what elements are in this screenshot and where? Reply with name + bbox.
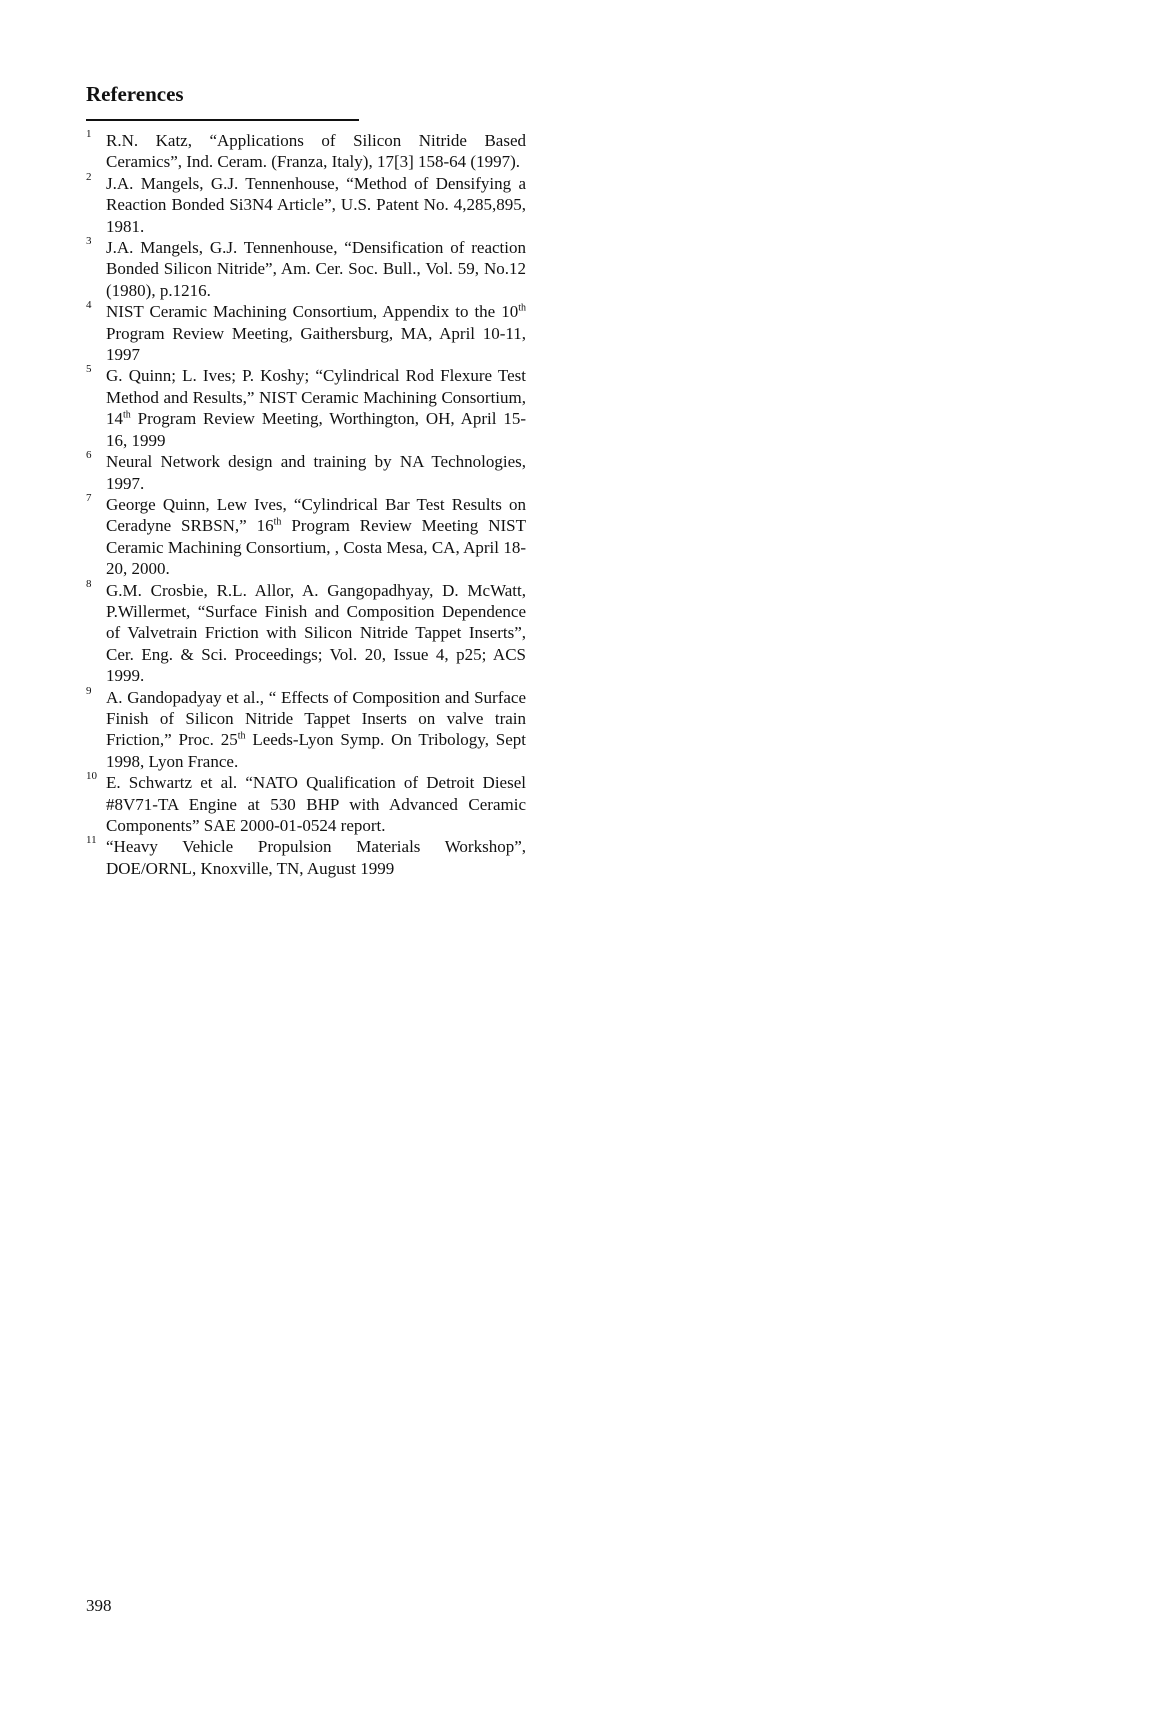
reference-number: 1 (86, 128, 92, 140)
reference-number: 9 (86, 684, 92, 697)
reference-number: 2 (86, 170, 92, 183)
reference-number: 7 (86, 491, 92, 504)
reference-item (86, 772, 526, 836)
reference-number: 6 (86, 449, 92, 462)
reference-number: 3 (86, 235, 92, 248)
reference-item (86, 491, 527, 580)
reference-item (86, 836, 526, 879)
reference-text: G. Quinn; L. Ives; P. Koshy; “Cylindrical Rod Flexure Test Method and Results,” NIST Ceramic Machining Consortium, 14th Program Review Meeting, Worthington, OH, April 15-16, 1999 (106, 366, 526, 450)
reference-text: George Quinn, Lew Ives, “Cylindrical Bar Test Results on Ceradyne SRBSN,” 16th Program Review Meeting NIST Ceramic Machining Consortium, , Costa Mesa, CA, April 18-20, 2000. (106, 494, 527, 579)
reference-text: Neural Network design and training by NA Technologies, 1997. (106, 452, 526, 493)
reference-item (86, 577, 526, 687)
reference-text: “Heavy Vehicle Propulsion Materials Workshop”, DOE/ORNL, Knoxville, TN, August 1999 (106, 837, 526, 878)
reference-text: NIST Ceramic Machining Consortium, Appendix to the 10th Program Review Meeting, Gaithersburg, MA, April 10-11, 1997 (106, 302, 526, 365)
page-number: 398 (86, 1596, 112, 1615)
reference-number: 5 (86, 363, 92, 376)
reference-text: A. Gandopadyay et al., “ Effects of Composition and Surface Finish of Silicon Nitride Tappet Inserts on valve train Friction,” Proc. 25th Leeds-Lyon Symp. On Tribology, Sept 1998, Lyon France. (106, 687, 526, 771)
reference-text: J.A. Mangels, G.J. Tennenhouse, “Densification of reaction Bonded Silicon Nitride”, Am. Cer. Soc. Bull., Vol. 59, No.12 (1980), p.1216. (106, 238, 526, 300)
reference-text: G.M. Crosbie, R.L. Allor, A. Gangopadhyay, D. McWatt, P.Willermet, “Surface Finish and Composition Dependence of Valvetrain Friction with Silicon Nitride Tappet Inserts”, Cer. Eng. & Sci. Proceedings; Vol. 20, Issue 4, p25; ACS 1999. (106, 580, 526, 686)
reference-number: 11 (86, 834, 97, 847)
reference-item (86, 684, 526, 773)
reference-item (86, 237, 526, 301)
reference-item (86, 365, 526, 451)
reference-number: 8 (86, 577, 92, 590)
section-heading: References (86, 82, 184, 106)
reference-item (86, 170, 526, 237)
reference-list (86, 130, 526, 879)
reference-text: R.N. Katz, “Applications of Silicon Nitride Based Ceramics”, Ind. Ceram. (Franza, Italy), 17[3] 158-64 (1997). (106, 131, 526, 172)
reference-text: E. Schwartz et al. “NATO Qualification of Detroit Diesel #8V71-TA Engine at 530 BHP with Advanced Ceramic Components” SAE 2000-01-0524 report. (106, 773, 526, 835)
footnote-rule (86, 119, 359, 121)
reference-item (86, 451, 526, 494)
reference-number: 4 (86, 299, 92, 312)
reference-item (86, 130, 526, 173)
reference-number: 10 (86, 770, 97, 783)
reference-text: J.A. Mangels, G.J. Tennenhouse, “Method of Densifying a Reaction Bonded Si3N4 Article”, U.S. Patent No. 4,285,895, 1981. (106, 173, 526, 236)
reference-item (86, 301, 526, 365)
